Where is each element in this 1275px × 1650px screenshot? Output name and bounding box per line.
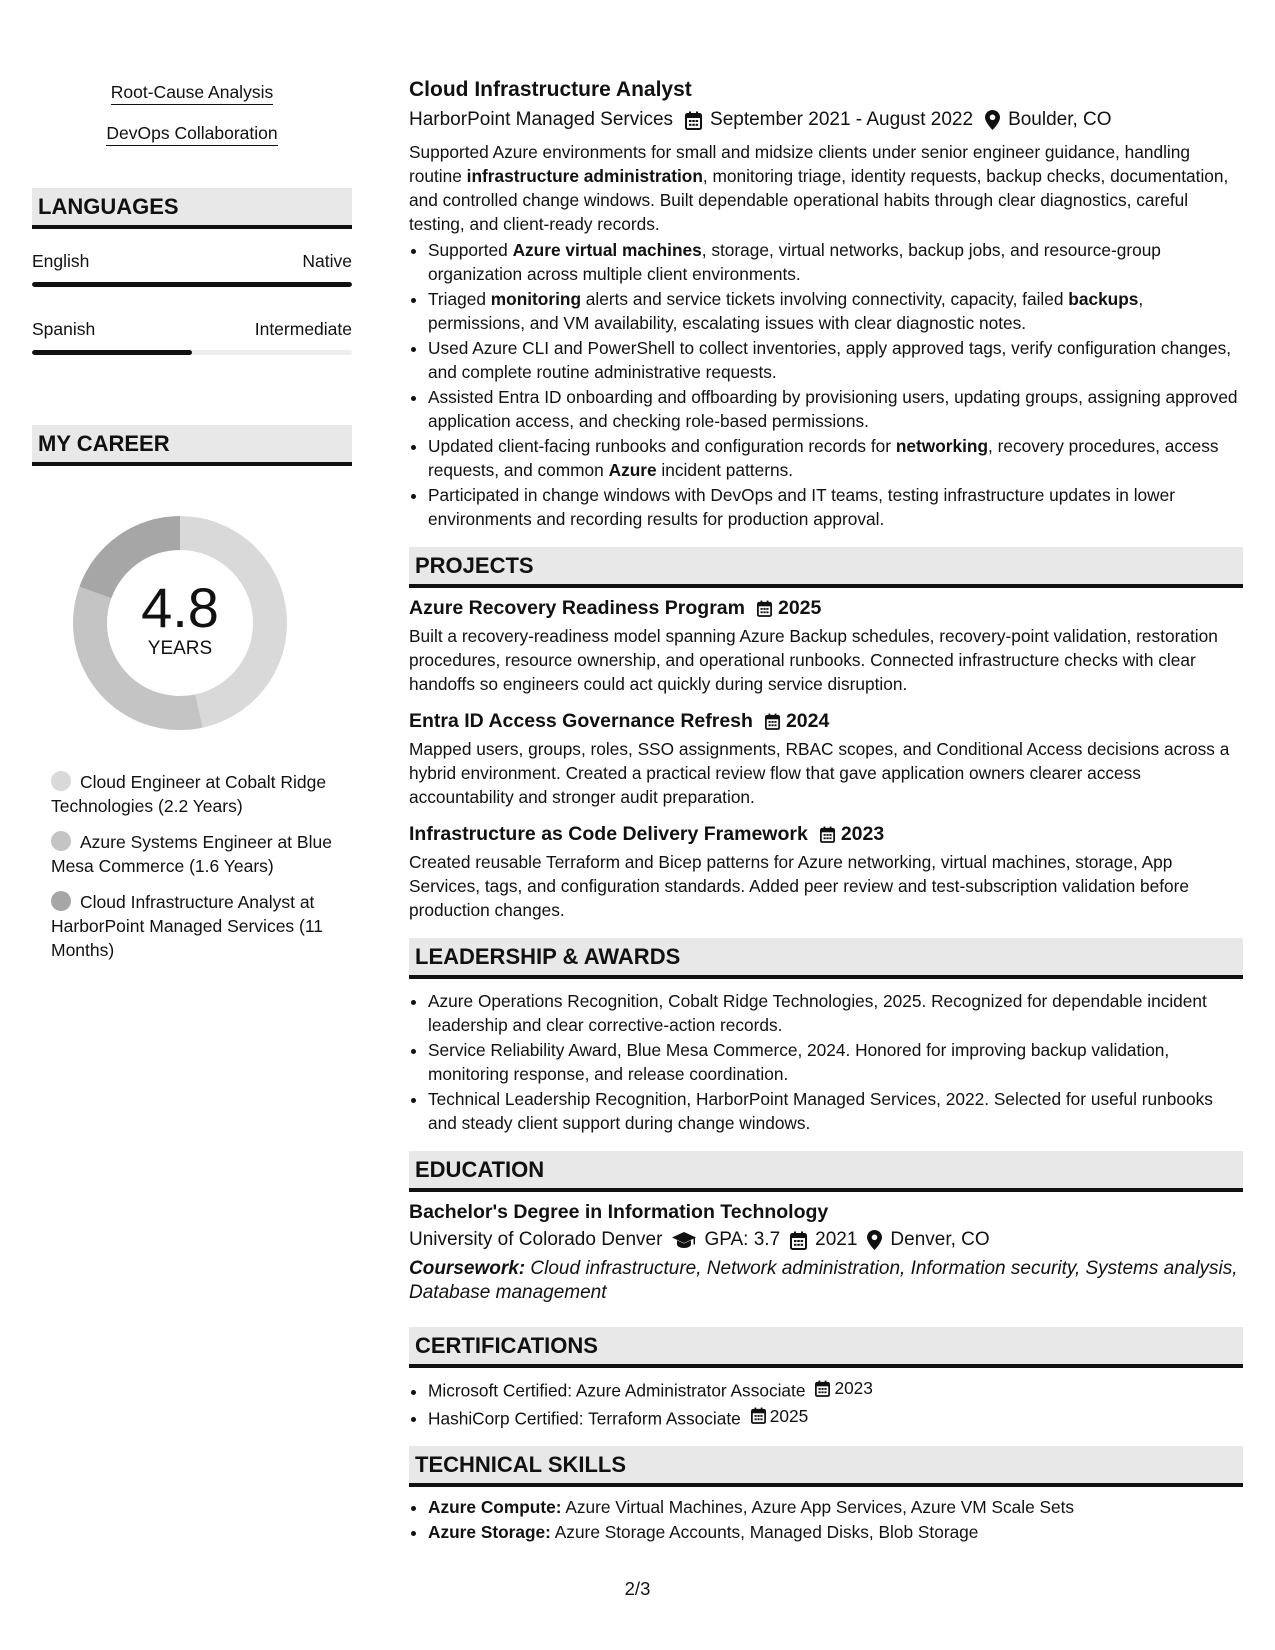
legend-dot — [51, 831, 71, 851]
skill-tag: Root-Cause Analysis — [32, 82, 352, 105]
award-item: • Azure Operations Recognition, Cobalt Ridge Technologies, 2025. Recognized for dependable incident leadership and clear corrective-action records. — [428, 989, 1243, 1037]
emphasis-text: infrastructure administration — [466, 166, 703, 186]
leadership-list — [409, 989, 1243, 1135]
project-description: Built a recovery-readiness model spanning Azure Backup schedules, recovery-point validation, restoration procedures, resource ownership, and operational runbooks. Connected infrastructure checks with clear handoffs so engineers could act quickly during service disruption. — [409, 626, 1218, 694]
skill-label: Azure Compute: — [428, 1497, 562, 1517]
legend-dot — [51, 771, 71, 791]
project-title: Infrastructure as Code Delivery Framework — [409, 823, 808, 845]
certification-year: 2025 — [769, 1405, 809, 1426]
career-donut-chart — [65, 508, 295, 738]
project-description: Created reusable Terraform and Bicep patterns for Azure networking, virtual machines, storage, App Services, tags, and configuration standards. Added peer review and test-subscription validation before production changes. — [409, 852, 1190, 920]
bullet-item — [428, 238, 1243, 286]
certification-item — [428, 1376, 1243, 1403]
text-run: , monitoring triage, identity requests, backup checks, documentation, and controlled change windows. Built dependable operational habits through clear diagnostics, careful testing, and client-ready records. — [409, 166, 1229, 234]
text-run: , storage, virtual networks, backup jobs, and resource-group organization across multiple client environments. — [428, 240, 1161, 284]
emphasis-text: Azure virtual machines — [512, 240, 702, 260]
text-run: Triaged — [428, 289, 491, 309]
certifications-heading: CERTIFICATIONS — [409, 1327, 1243, 1368]
projects-heading: PROJECTS — [409, 547, 1243, 588]
calendar-icon — [765, 713, 780, 730]
certification-name: HashiCorp Certified: Terraform Associate — [428, 1408, 741, 1428]
education-year: 2021 — [815, 1229, 858, 1250]
skill-value: Azure Storage Accounts, Managed Disks, Blob Storage — [554, 1522, 979, 1542]
career-total-value: 4.8 — [141, 576, 219, 639]
text-run: Participated in change windows with DevOps and IT teams, testing infrastructure updates in lower environments and recording results for production approval. — [428, 485, 1175, 529]
career-legend — [32, 770, 352, 962]
job-meta — [409, 109, 1243, 131]
calendar-icon — [815, 1380, 830, 1397]
calendar-icon — [790, 1231, 807, 1250]
award-item: • Technical Leadership Recognition, HarborPoint Managed Services, 2022. Selected for useful runbooks and steady client support during change windows. — [428, 1087, 1243, 1135]
language-proficiency-bar — [32, 282, 352, 287]
languages-heading: LANGUAGES — [32, 188, 352, 229]
text-run: incident patterns. — [656, 460, 794, 480]
education-coursework — [409, 1257, 1243, 1305]
calendar-icon — [751, 1407, 766, 1424]
skill-tag: DevOps Collaboration — [32, 123, 352, 146]
emphasis-text: Azure — [608, 460, 657, 480]
language-level: Native — [302, 251, 352, 271]
location-pin-icon — [867, 1230, 882, 1250]
career-legend-item: Cloud Infrastructure Analyst at HarborPoint Managed Services (11 Months) — [51, 892, 324, 960]
coursework-label: Coursework: — [409, 1258, 526, 1279]
language-proficiency-fill — [32, 282, 352, 287]
text-run: Supported Azure environments for small and midsize clients under senior engineer guidance, handling routine — [409, 142, 1190, 186]
graduation-cap-icon — [672, 1232, 696, 1249]
job-location: Boulder, CO — [1008, 109, 1112, 130]
text-run: Used Azure CLI and PowerShell to collect inventories, apply approved tags, verify configuration changes, and complete routine administrative requests. — [428, 338, 1232, 382]
language-item — [32, 319, 352, 355]
job-bullets — [409, 238, 1243, 531]
project-item — [409, 597, 1243, 696]
project-year: 2024 — [785, 710, 830, 732]
career-legend-item: Azure Systems Engineer at Blue Mesa Commerce (1.6 Years) — [51, 832, 332, 876]
calendar-icon — [820, 826, 835, 843]
page-number: 2/3 — [624, 1578, 651, 1599]
certification-year: 2023 — [834, 1378, 873, 1398]
technical-skills-heading: TECHNICAL SKILLS — [409, 1446, 1243, 1487]
language-name: Spanish — [32, 319, 96, 339]
location-pin-icon — [985, 110, 1000, 130]
emphasis-text: networking — [895, 436, 988, 456]
career-legend-item: Cloud Engineer at Cobalt Ridge Technologies (2.2 Years) — [51, 772, 327, 816]
skill-item — [428, 1520, 1243, 1544]
award-item: • Service Reliability Award, Blue Mesa Commerce, 2024. Honored for improving backup validation, monitoring response, and release coordination. — [428, 1038, 1243, 1086]
education-meta — [409, 1229, 1243, 1251]
leadership-heading: LEADERSHIP & AWARDS — [409, 938, 1243, 979]
text-run: , permissions, and VM availability, escalating issues with clear diagnostic notes. — [428, 289, 1144, 333]
language-item — [32, 251, 352, 287]
sidebar — [32, 82, 352, 974]
coursework-text: Cloud infrastructure, Network administration, Information security, Systems analysis, Database management — [409, 1258, 1238, 1303]
job-title: Cloud Infrastructure Analyst — [409, 78, 692, 101]
text-run: Supported — [428, 240, 513, 260]
bullet-item — [428, 287, 1243, 335]
bullet-item — [428, 434, 1243, 482]
skill-item — [428, 1495, 1243, 1519]
education-gpa: GPA: 3.7 — [704, 1229, 781, 1250]
text-run: alerts and service tickets involving connectivity, capacity, failed — [581, 289, 1069, 309]
skill-value: Azure Virtual Machines, Azure App Services, Azure VM Scale Sets — [565, 1497, 1075, 1517]
career-total — [65, 576, 295, 660]
bullet-item — [428, 336, 1243, 384]
certification-item — [428, 1404, 1243, 1431]
language-proficiency-fill — [32, 350, 192, 355]
certifications-list — [409, 1376, 1243, 1430]
certification-date — [815, 1376, 872, 1400]
emphasis-text: monitoring — [490, 289, 581, 309]
project-item — [409, 823, 1243, 922]
language-level: Intermediate — [254, 319, 352, 339]
project-title-row — [409, 710, 1243, 733]
project-year: 2025 — [777, 597, 822, 619]
certification-name: Microsoft Certified: Azure Administrator Associate — [428, 1380, 806, 1401]
calendar-icon — [757, 600, 772, 617]
education-heading: EDUCATION — [409, 1151, 1243, 1192]
text-run: Updated client-facing runbooks and configuration records for — [428, 436, 896, 456]
bullet-item — [428, 385, 1243, 433]
project-year: 2023 — [840, 823, 885, 845]
projects-list — [409, 597, 1243, 922]
certification-date — [751, 1404, 808, 1428]
job-company: HarborPoint Managed Services — [409, 109, 674, 130]
calendar-icon — [685, 111, 702, 130]
bullet-item — [428, 483, 1243, 531]
job-dates: September 2021 - August 2022 — [710, 109, 974, 130]
project-description: Mapped users, groups, roles, SSO assignments, RBAC scopes, and Conditional Access decisions across a hybrid environment. Created a practical review flow that gave application owners clearer access accountability and stronger audit preparation. — [409, 739, 1230, 807]
text-run: Assisted Entra ID onboarding and offboarding by provisioning users, updating groups, assigning approved application access, and checking role-based permissions. — [428, 387, 1238, 431]
language-proficiency-bar — [32, 350, 352, 355]
legend-dot — [51, 891, 71, 911]
career-total-unit: YEARS — [147, 638, 213, 659]
career-heading: MY CAREER — [32, 425, 352, 466]
emphasis-text: backups — [1068, 289, 1139, 309]
project-title: Entra ID Access Governance Refresh — [409, 710, 753, 732]
education-school: University of Colorado Denver — [409, 1229, 663, 1250]
project-title-row — [409, 597, 1243, 620]
education-degree: Bachelor's Degree in Information Technology — [409, 1201, 829, 1223]
main-content — [409, 78, 1243, 1545]
project-title: Azure Recovery Readiness Program — [409, 597, 745, 619]
skill-label: Azure Storage: — [428, 1522, 551, 1542]
education-location: Denver, CO — [890, 1229, 990, 1250]
project-item — [409, 710, 1243, 809]
technical-skills-list — [409, 1495, 1243, 1544]
text-run: , recovery procedures, access requests, and common — [428, 436, 1219, 480]
project-title-row — [409, 823, 1243, 846]
job-summary — [409, 140, 1243, 236]
language-name: English — [32, 251, 90, 271]
